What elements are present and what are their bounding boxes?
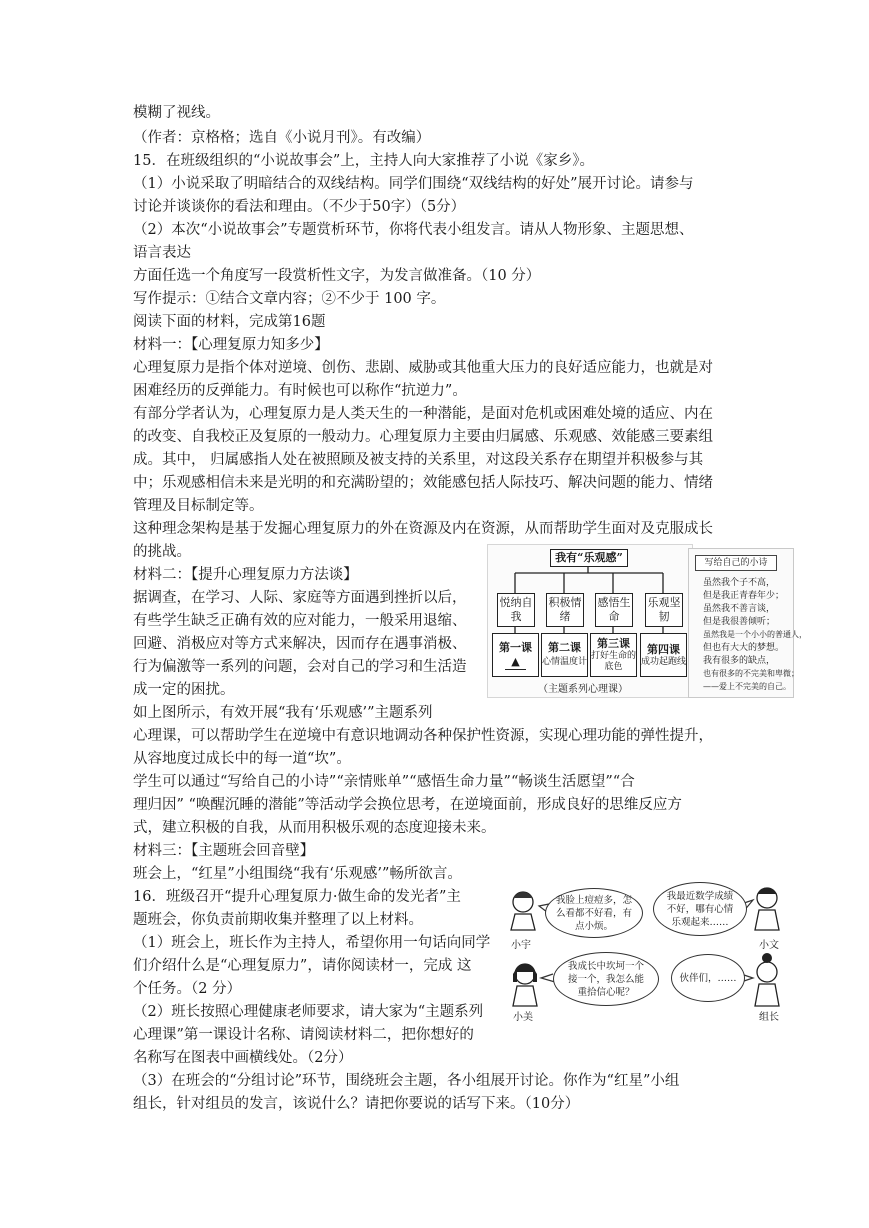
text-line: 成。其中， 归属感指人处在被照顾及被支持的关系里，对这段关系存在期望并积极参与其 bbox=[133, 452, 704, 468]
text-line: （1）小说采取了明暗结合的双线结构。同学们围绕“双线结构的好处”展开讨论。请参与 bbox=[133, 176, 694, 192]
text-line: 材料一：【心理复原力知多少】 bbox=[133, 337, 329, 353]
text-line: 行为偏激等一系列的问题，会对自己的学习和生活造 bbox=[133, 659, 467, 675]
name-xiaomei: 小美 bbox=[513, 1012, 533, 1023]
name-xiaoyu: 小宇 bbox=[511, 940, 531, 951]
text-line: （3）在班会的“分组讨论”环节，围绕班会主题，各小组展开讨论。你作为“红星”小组 bbox=[133, 1073, 680, 1089]
lesson-name-4: 成功起跑线 bbox=[641, 656, 687, 667]
poem-line: ——爱上不完美的自己。 bbox=[703, 682, 791, 691]
speech-bubble-xiaoyu: 我脸上痘痘多，怎么看都不好看，有点小烦。 bbox=[545, 888, 643, 938]
lesson-label-2: 第二课 bbox=[548, 641, 581, 654]
speech-bubble-xiaomei: 我成长中坎坷一个接一个，我怎么能重拾信心呢？ bbox=[553, 952, 659, 1006]
lesson-box-3 bbox=[590, 633, 637, 677]
poem-title: 写给自己的小诗 bbox=[695, 555, 777, 571]
text-line: 式，建立积极的自我，从而用积极乐观的态度迎接未来。 bbox=[133, 820, 496, 836]
text-line: （2）本次“小说故事会”专题赏析环节，你将代表小组发言。请从人物形象、主题思想、 bbox=[133, 222, 694, 238]
text-line: 理归因” “唤醒沉睡的潜能”等活动学会换位思考，在逆境面前，形成良好的思维反应方 bbox=[133, 797, 682, 813]
text-line: 模糊了视线。 bbox=[133, 105, 220, 121]
lesson-box-2 bbox=[541, 633, 588, 677]
text-line: （2）班长按照心理健康老师要求，请大家为“主题系列 bbox=[133, 1004, 484, 1020]
text-line: 心理复原力是指个体对逆境、创伤、悲剧、威胁或其他重大压力的良好适应能力，也就是对 bbox=[133, 360, 713, 376]
lesson-name-3: 打好生命的底色 bbox=[591, 651, 637, 672]
text-line: 题班会，你负责前期收集并整理了以上材料。 bbox=[133, 912, 423, 928]
text-line: 材料二：【提升心理复原力方法谈】 bbox=[133, 567, 358, 583]
text-line: （作者：京格格；选自《小说月刊》。有改编） bbox=[133, 130, 431, 146]
poem-line: 虽然我不善言谈， bbox=[703, 604, 776, 614]
lesson-label-4: 第四课 bbox=[647, 642, 680, 656]
top-box-2: 积极情绪 bbox=[546, 593, 584, 627]
poem-line: 但是我正青春年少； bbox=[703, 591, 785, 601]
top-box-3: 感悟生命 bbox=[595, 593, 633, 627]
diagram-caption: （主题系列心理课） bbox=[538, 684, 628, 695]
text-line: 讨论并谈谈你的看法和理由。（不少于50字）（5分） bbox=[133, 199, 466, 215]
lesson-label-3: 第三课 bbox=[597, 637, 630, 650]
text-line: 方面任选一个角度写一段赏析性文字，为发言做准备。（10 分） bbox=[133, 268, 541, 284]
text-line: 班会上，“红星”小组围绕“我有‘乐观感’”畅所欲言。 bbox=[133, 866, 462, 882]
theme-lesson-diagram bbox=[487, 544, 693, 698]
text-line: 阅读下面的材料，完成第16题 bbox=[133, 314, 326, 330]
student-xiaoyu-figure bbox=[511, 892, 535, 930]
poem-line: 但也有大大的梦想。 bbox=[703, 643, 785, 653]
text-line: 材料三：【主题班会回音壁】 bbox=[133, 843, 315, 859]
lesson-box-1 bbox=[492, 633, 539, 677]
poem-line: 虽然我是一个小小的普通人， bbox=[703, 630, 807, 639]
text-line: 的改变、自我校正及复原的一般动力。心理复原力主要由归属感、乐观感、效能感三要素组 bbox=[133, 429, 713, 445]
text-line: 写作提示：①结合文章内容；②不少于 100 字。 bbox=[133, 291, 446, 307]
student-xiaomei-figure bbox=[513, 964, 537, 1006]
text-line: 困难经历的反弹能力。有时候也可以称作“抗逆力”。 bbox=[133, 383, 467, 399]
text-line: 回避、消极应对等方式来解决，因而存在遇事消极、 bbox=[133, 636, 467, 652]
text-line: 个任务。（2 分） bbox=[133, 981, 242, 997]
poem-line: 我有很多的缺点， bbox=[703, 656, 776, 666]
lesson-box-4 bbox=[640, 633, 687, 677]
name-leader: 组长 bbox=[759, 1012, 779, 1023]
top-box-1: 悦纳自我 bbox=[497, 593, 535, 627]
speech-bubble-xiaowen: 我最近数学成绩不好，哪有心情乐观起来…… bbox=[653, 882, 747, 936]
lesson-name-blank: ▲ bbox=[505, 655, 525, 670]
poem-line: 虽然我个子不高， bbox=[703, 578, 776, 588]
text-line: 名称写在图表中画横线处。（2分） bbox=[133, 1050, 353, 1066]
group-leader-figure bbox=[755, 953, 779, 1006]
speech-bubble-leader: 伙伴们，…… bbox=[671, 954, 745, 1002]
text-line: 从容地度过成长中的每一道“坎”。 bbox=[133, 751, 351, 767]
name-xiaowen: 小文 bbox=[759, 940, 779, 951]
text-line: 成一定的困扰。 bbox=[133, 682, 235, 698]
text-line: 15．在班级组织的“小说故事会”上，主持人向大家推荐了小说《家乡》。 bbox=[133, 153, 595, 169]
text-line: 有些学生缺乏正确有效的应对能力，一般采用退缩、 bbox=[133, 613, 467, 629]
poem-line: 但是我很善倾听； bbox=[703, 617, 776, 627]
poem-card bbox=[688, 548, 807, 698]
text-line: 心理课”第一课设计名称、请阅读材料二，把你想好的 bbox=[133, 1027, 474, 1043]
diagram-title: 我有“乐观感” bbox=[550, 549, 628, 567]
text-line: 据调查，在学习、人际、家庭等方面遇到挫折以后， bbox=[133, 590, 467, 606]
top-box-4: 乐观坚韧 bbox=[645, 593, 683, 627]
lesson-name-2: 心情温度计 bbox=[542, 657, 588, 667]
text-line: 16．班级召开“提升心理复原力·做生命的发光者”主 bbox=[133, 889, 461, 905]
group-discussion-comic bbox=[505, 882, 787, 1022]
poem-line: 也有很多的不完美和卑微； bbox=[703, 669, 799, 678]
text-line: 语言表达 bbox=[133, 245, 191, 261]
text-line: 如上图所示，有效开展“我有‘乐观感’”主题系列 bbox=[133, 705, 433, 721]
text-line: 组长，针对组员的发言，该说什么？请把你要说的话写下来。（10分） bbox=[133, 1096, 580, 1112]
text-line: 中；乐观感相信未来是光明的和充满盼望的；效能感包括人际技巧、解决问题的能力、情绪 bbox=[133, 475, 713, 491]
student-xiaowen-figure bbox=[755, 888, 779, 930]
text-line: 这种理念架构是基于发掘心理复原力的外在资源及内在资源，从而帮助学生面对及克服成长 bbox=[133, 521, 713, 537]
text-line: 有部分学者认为，心理复原力是人类天生的一种潜能，是面对危机或困难处境的适应、内在 bbox=[133, 406, 713, 422]
text-line: 学生可以通过“写给自己的小诗”“亲情账单”“感悟生命力量”“畅谈生活愿望”“合 bbox=[133, 774, 635, 790]
text-line: 的挑战。 bbox=[133, 544, 191, 560]
text-line: 管理及目标制定等。 bbox=[133, 498, 264, 514]
text-line: （1）班会上，班长作为主持人，希望你用一句话向同学 bbox=[133, 935, 491, 951]
lesson-label-1: 第一课 bbox=[499, 640, 532, 654]
text-line: 心理课，可以帮助学生在逆境中有意识地调动各种保护性资源，实现心理功能的弹性提升， bbox=[133, 728, 713, 744]
text-line: 们介绍什么是“心理复原力”，请你阅读材一，完成 这 bbox=[133, 958, 472, 974]
